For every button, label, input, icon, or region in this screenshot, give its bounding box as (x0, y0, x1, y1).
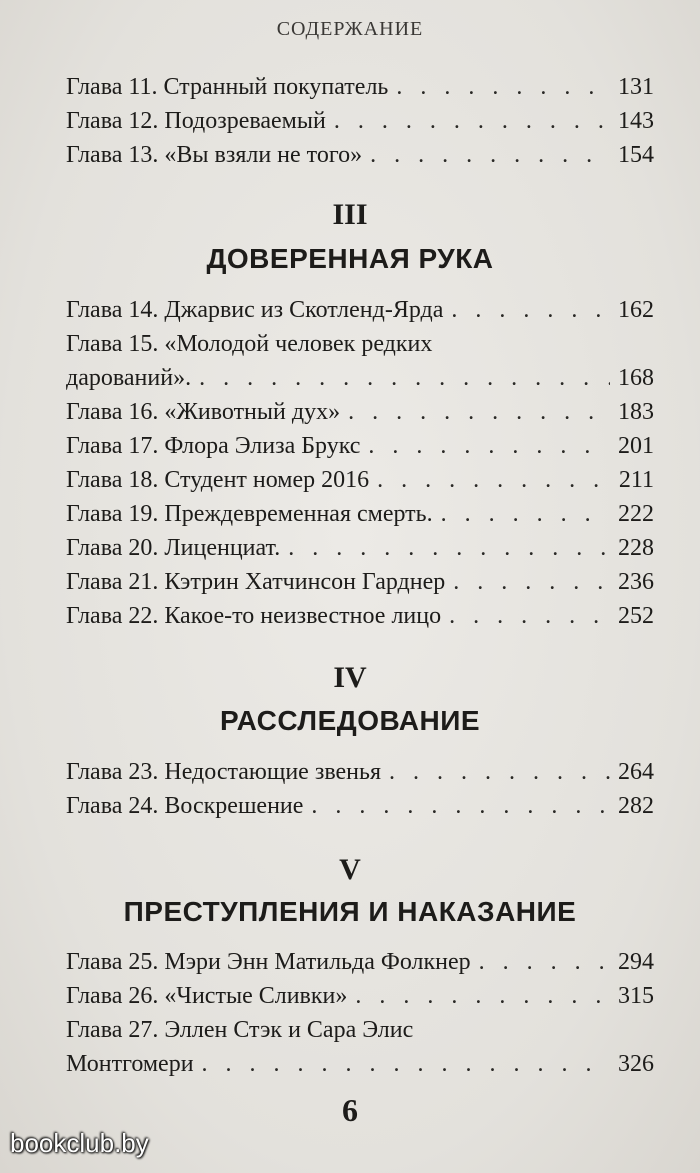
toc-entry-label: Глава 12. Подозреваемый (66, 108, 326, 134)
toc-top-section (66, 70, 654, 172)
toc-entry-page: 201 (618, 433, 654, 459)
toc-entry (66, 70, 654, 104)
leader-dots (479, 945, 610, 979)
leader-dots (453, 565, 610, 599)
toc-entry (66, 755, 654, 789)
toc-entry (66, 395, 654, 429)
toc-entry-page: 222 (618, 501, 654, 527)
toc-part3-section (66, 293, 654, 633)
toc-entry-line: Глава 15. «Молодой человек редких (66, 331, 433, 357)
leader-dots (389, 755, 610, 789)
toc-entry-label: Глава 17. Флора Элиза Брукс (66, 433, 361, 459)
part-number: III (332, 198, 368, 231)
toc-entry-label: Монтгомери (66, 1051, 194, 1077)
toc-entry (66, 789, 654, 823)
toc-entry (66, 138, 654, 172)
part-title: РАССЛЕДОВАНИЕ (219, 705, 481, 736)
page-number: 6 (342, 1092, 358, 1128)
leader-dots (449, 599, 610, 633)
toc-part5-section (66, 945, 654, 1081)
toc-entry (66, 429, 654, 463)
toc-entry-label: Глава 23. Недостающие звенья (66, 759, 381, 785)
toc-entry-label: Глава 24. Воскрешение (66, 793, 304, 819)
leader-dots (199, 361, 610, 395)
toc-entry (66, 945, 654, 979)
toc-entry-label: Глава 21. Кэтрин Хатчинсон Гарднер (66, 569, 446, 595)
part-title: ДОВЕРЕННАЯ РУКА (206, 243, 494, 274)
toc-entry-page: 131 (618, 74, 654, 100)
toc-entry-label: Глава 14. Джарвис из Скотленд-Ярда (66, 297, 444, 323)
toc-entry-label: Глава 19. Преждевременная смерть. (66, 501, 433, 527)
toc-entry (66, 293, 654, 327)
toc-entry (66, 599, 654, 633)
leader-dots (451, 293, 610, 327)
toc-entry-page: 294 (618, 949, 654, 975)
toc-entry (66, 463, 654, 497)
toc-entry-page: 211 (618, 467, 654, 493)
toc-entry-page: 168 (618, 365, 654, 391)
leader-dots (355, 979, 610, 1013)
toc-entry-page: 315 (618, 983, 654, 1009)
leader-dots (396, 70, 610, 104)
toc-entry-page: 282 (618, 793, 654, 819)
toc-entry-page: 162 (618, 297, 654, 323)
leader-dots (288, 531, 610, 565)
part-number: IV (333, 661, 367, 694)
toc-entry-label: Глава 16. «Животный дух» (66, 399, 341, 425)
leader-dots (377, 463, 611, 497)
toc-entry-label: Глава 22. Какое-то неизвестное лицо (66, 603, 442, 629)
toc-entry-label: Глава 11. Странный покупатель (66, 74, 389, 100)
toc-entry-label: Глава 20. Лиценциат. (66, 535, 281, 561)
toc-entry-page: 183 (618, 399, 654, 425)
toc-entry (66, 979, 654, 1013)
watermark: bookclub.by (10, 1128, 149, 1158)
leader-dots (368, 429, 610, 463)
toc-entry (66, 1047, 654, 1081)
toc-entry-page: 154 (618, 142, 654, 168)
toc-entry-page: 326 (618, 1051, 654, 1077)
toc-entry (66, 497, 654, 531)
toc-entry-page: 228 (618, 535, 654, 561)
leader-dots (348, 395, 610, 429)
toc-entry-label: Глава 26. «Чистые Сливки» (66, 983, 348, 1009)
toc-entry (66, 565, 654, 599)
toc-part4-section (66, 755, 654, 823)
toc-entry-page: 252 (618, 603, 654, 629)
leader-dots (311, 789, 610, 823)
toc-entry (66, 104, 654, 138)
toc-entry (66, 531, 654, 565)
leader-dots (370, 138, 610, 172)
leader-dots (334, 104, 610, 138)
leader-dots (202, 1047, 610, 1081)
toc-entry-page: 236 (618, 569, 654, 595)
toc-entry-label: Глава 25. Мэри Энн Матильда Фолкнер (66, 949, 471, 975)
toc-entry-page: 143 (618, 108, 654, 134)
part-number: V (339, 853, 361, 886)
toc-entry-line: Глава 27. Эллен Стэк и Сара Элис (66, 1017, 414, 1043)
leader-dots (441, 497, 610, 531)
toc-entry (66, 361, 654, 395)
part-title: ПРЕСТУПЛЕНИЯ И НАКАЗАНИЕ (123, 896, 577, 927)
toc-entry-label: Глава 13. «Вы взяли не того» (66, 142, 363, 168)
toc-entry-label: Глава 18. Студент номер 2016 (66, 467, 370, 493)
toc-entry-page: 264 (618, 759, 654, 785)
toc-entry-label: дарований». (66, 365, 192, 391)
running-head: СОДЕРЖАНИЕ (276, 18, 424, 40)
